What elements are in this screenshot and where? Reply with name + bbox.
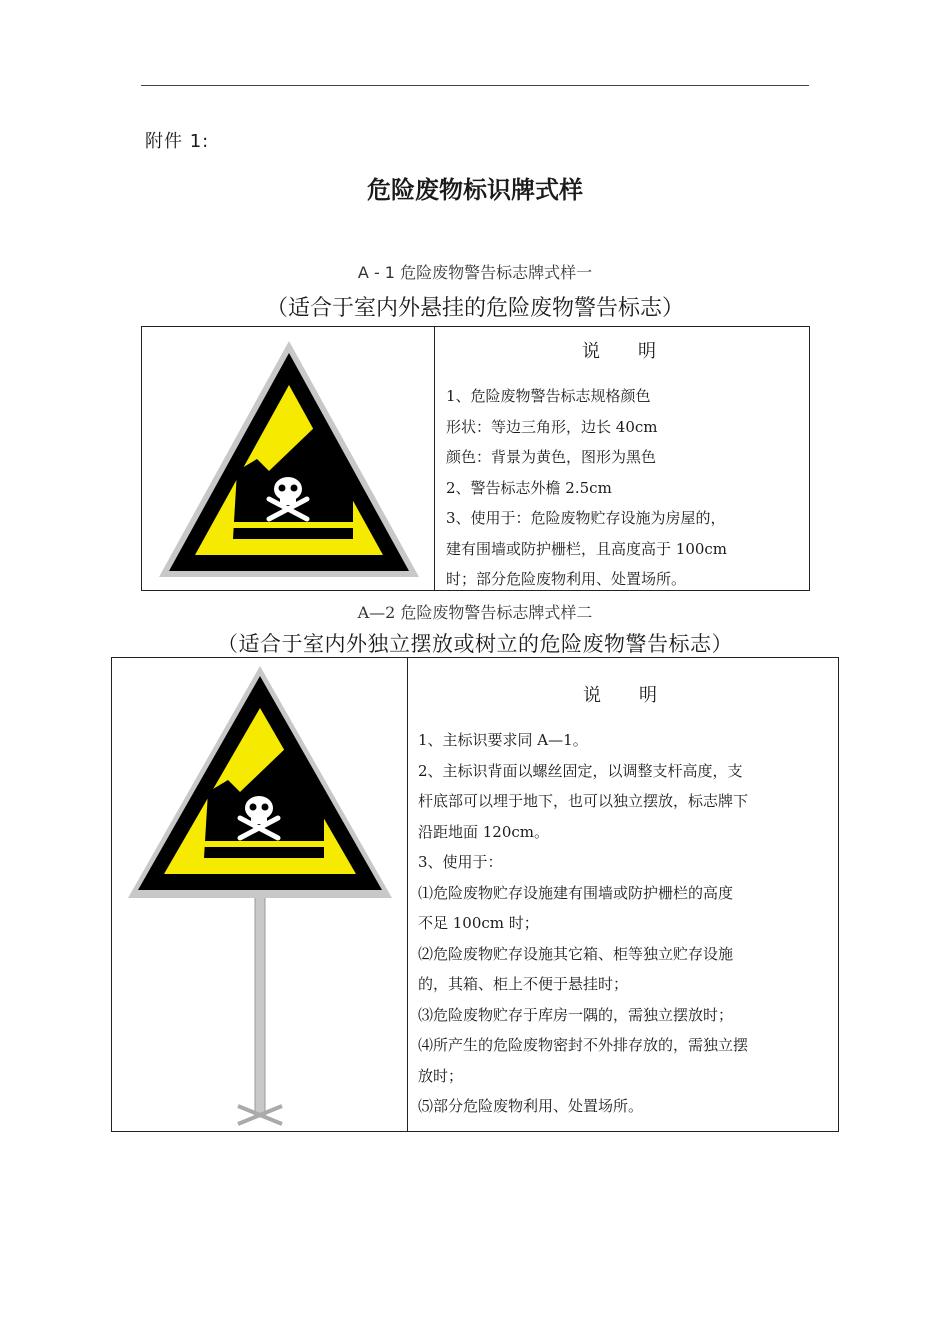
note-line: ⑸部分危险废物利用、处置场所。: [418, 1097, 644, 1115]
sample1-subtitle: （适合于室内外悬挂的危险废物警告标志）: [265, 296, 684, 321]
note-line: 3、使用于：: [418, 853, 503, 871]
sample1-notes: [446, 381, 802, 595]
note-line: 的，其箱、柜上不便于悬挂时；: [418, 975, 629, 993]
note-line: 建有围墙或防护栅栏，且高度高于 100cm: [446, 539, 728, 558]
note-line: 沿距地面 120cm。: [418, 822, 550, 841]
note-line: 3、使用于：危险废物贮存设施为房屋的，: [446, 509, 726, 527]
note-line: ⑷所产生的危险废物密封不外排存放的，需独立摆: [418, 1036, 749, 1054]
sample2-caption: A—2 危险废物警告标志牌式样二: [357, 603, 593, 622]
hazard-warning-sign-icon: [157, 339, 421, 579]
note-line: 不足 100cm 时；: [418, 914, 539, 932]
table-divider: [434, 327, 435, 590]
note-line: ⑴危险废物贮存设施建有围墙或防护栅栏的高度: [418, 883, 734, 902]
note-line: 2、警告标志外檐 2.5cm: [446, 478, 612, 497]
sample1-caption: A - 1 危险废物警告标志牌式样一: [357, 263, 593, 282]
attachment-label: 附件 1:: [145, 131, 210, 152]
note-line: ⑵危险废物贮存设施其它箱、柜等独立贮存设施: [418, 944, 734, 963]
notes-heading: 说 明: [583, 685, 667, 706]
note-line: 颜色：背景为黄色，图形为黑色: [446, 448, 657, 466]
note-line: 放时；: [418, 1066, 464, 1085]
page-title: 危险废物标识牌式样: [367, 176, 583, 204]
note-line: 形状：等边三角形，边长 40cm: [446, 417, 658, 436]
note-line: 1、危险废物警告标志规格颜色: [446, 387, 651, 405]
sample2-table: [111, 657, 839, 1132]
notes-heading: 说 明: [582, 341, 666, 362]
table-divider: [407, 658, 408, 1131]
header-rule: [141, 85, 809, 86]
sample1-table: [141, 326, 810, 591]
sample2-notes: [418, 725, 832, 1122]
note-line: 杆底部可以埋于地下，也可以独立摆放，标志牌下: [418, 792, 749, 810]
note-line: 1、主标识要求同 A—1。: [418, 731, 588, 749]
note-line: 时；部分危险废物利用、处置场所。: [446, 570, 687, 588]
sign-pole-icon: [238, 892, 282, 1124]
hazard-warning-sign-icon: [126, 662, 394, 1132]
note-line: 2、主标识背面以螺丝固定，以调整支杆高度，支: [418, 761, 743, 780]
note-line: ⑶危险废物贮存于库房一隅的，需独立摆放时；: [418, 1005, 734, 1024]
sample2-subtitle: （适合于室内外独立摆放或树立的危险废物警告标志）: [217, 632, 733, 656]
